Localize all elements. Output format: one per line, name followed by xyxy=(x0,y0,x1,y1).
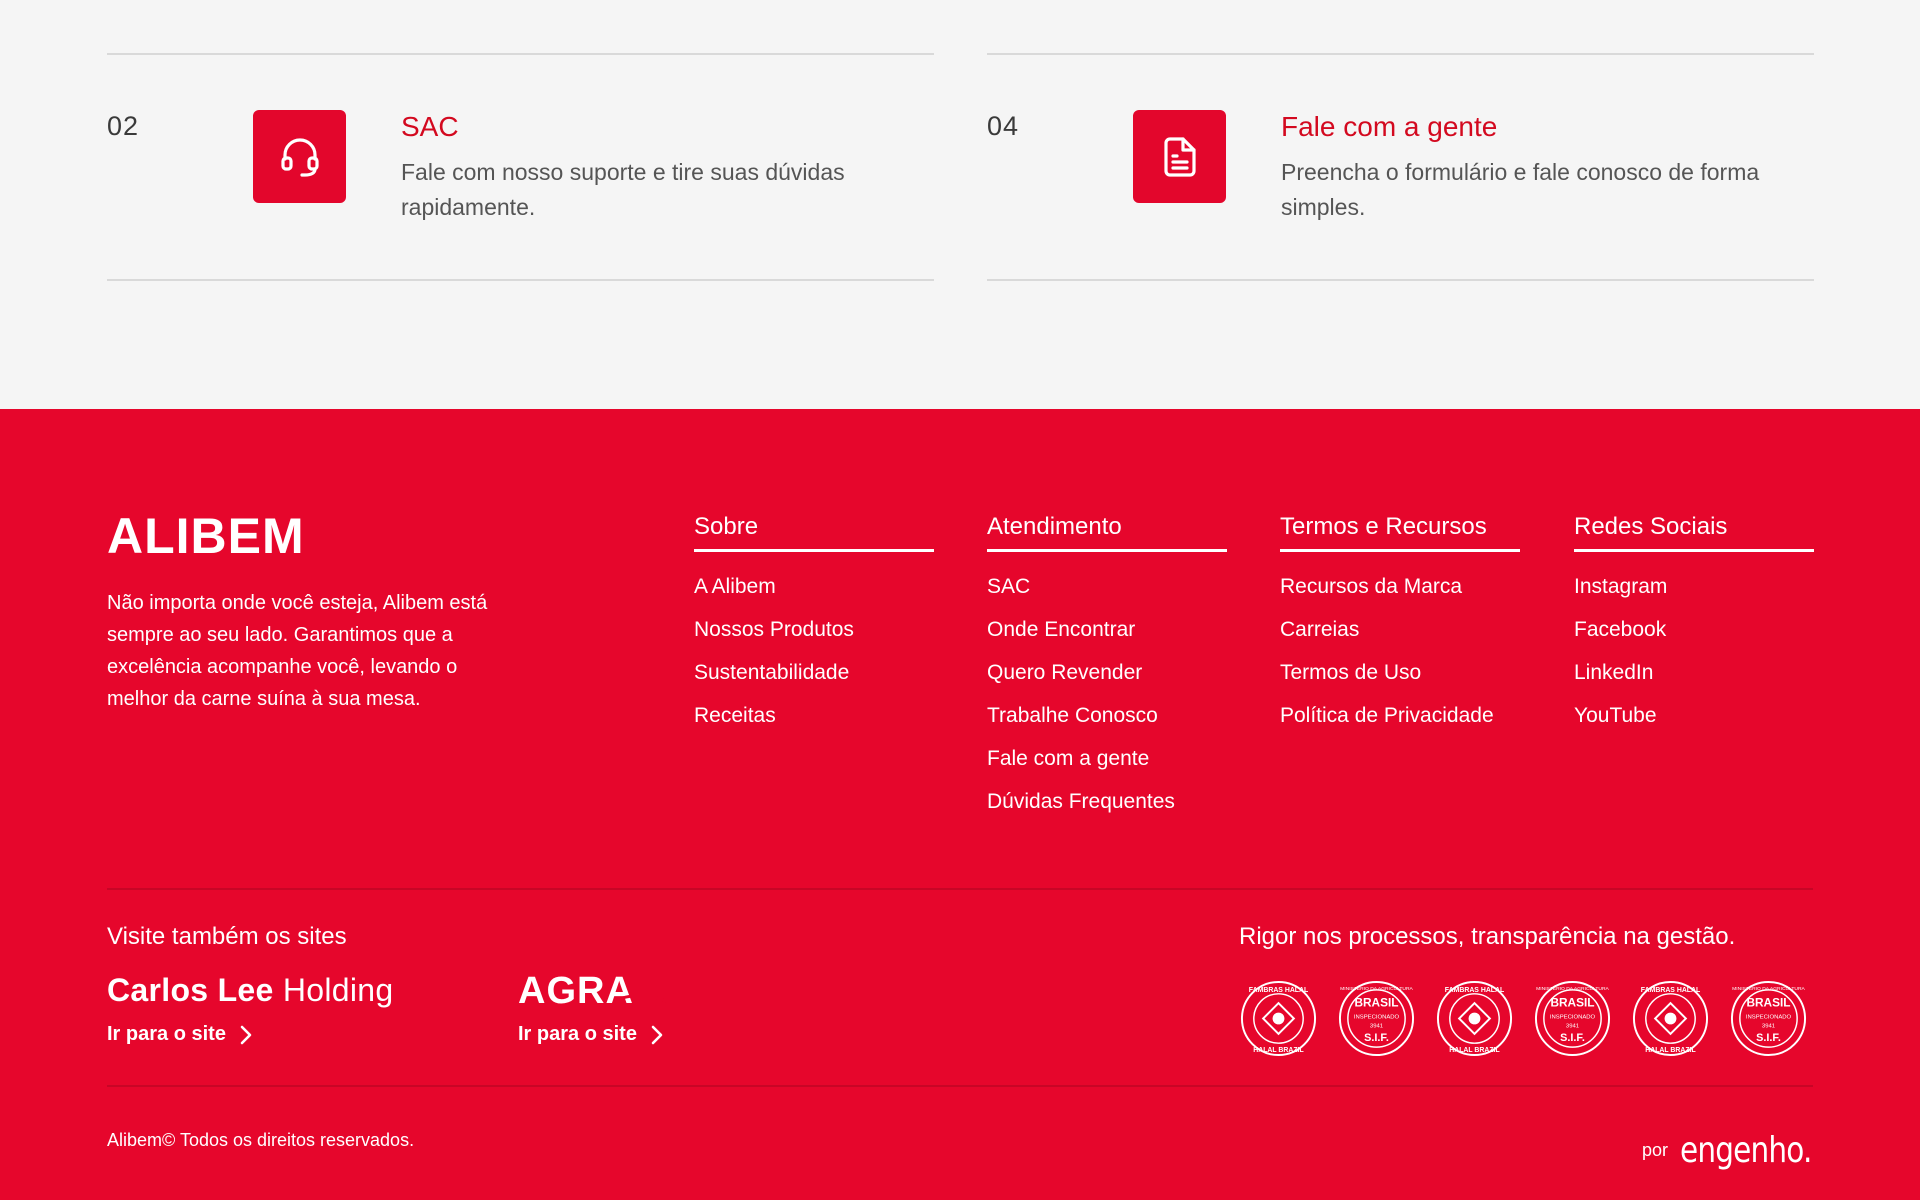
svg-text:INSPECIONADO: INSPECIONADO xyxy=(1353,1014,1400,1021)
footer-column-termos xyxy=(1280,513,1520,746)
svg-text:HALAL BRAZIL: HALAL BRAZIL xyxy=(1253,1047,1304,1055)
footer-link[interactable]: SAC xyxy=(987,575,1031,598)
footer-link[interactable]: Nossos Produtos xyxy=(694,618,854,641)
footer-link[interactable]: Quero Revender xyxy=(987,661,1143,684)
site-agra xyxy=(518,971,678,1046)
footer-link[interactable]: Termos de Uso xyxy=(1280,661,1422,684)
site-carlos-lee xyxy=(107,971,393,1046)
sif-seal-icon xyxy=(1337,979,1416,1058)
rigor-text: Rigor nos processos, transparência na gestão. xyxy=(1239,923,1736,950)
footer-link[interactable]: Onde Encontrar xyxy=(987,618,1136,641)
svg-text:INSPECIONADO: INSPECIONADO xyxy=(1549,1014,1596,1021)
footer-link[interactable]: Trabalhe Conosco xyxy=(987,704,1158,727)
sif-seal-icon xyxy=(1533,979,1612,1058)
footer-link[interactable]: Receitas xyxy=(694,704,776,727)
footer-link[interactable]: Dúvidas Frequentes xyxy=(987,790,1175,813)
svg-text:HALAL BRAZIL: HALAL BRAZIL xyxy=(1645,1047,1696,1055)
svg-text:INSPECIONADO: INSPECIONADO xyxy=(1745,1014,1792,1021)
chevron-right-icon xyxy=(240,1025,252,1045)
footer-link[interactable]: Sustentabilidade xyxy=(694,661,850,684)
footer-divider xyxy=(107,1085,1813,1087)
footer-link-facebook[interactable]: Facebook xyxy=(1574,618,1667,641)
column-heading: Atendimento xyxy=(987,513,1227,552)
card-title[interactable]: Fale com a gente xyxy=(1281,111,1498,142)
contact-card-fale[interactable] xyxy=(987,53,1814,281)
svg-text:AGRA: AGRA xyxy=(518,970,634,1010)
footer-link[interactable]: Recursos da Marca xyxy=(1280,575,1463,598)
card-description: Preencha o formulário e fale conosco de forma simples. xyxy=(1281,159,1760,220)
footer-link[interactable]: Política de Privacidade xyxy=(1280,704,1494,727)
headset-icon xyxy=(253,110,346,203)
column-heading: Termos e Recursos xyxy=(1280,513,1520,552)
svg-text:MINISTÉRIO DA AGRICULTURA: MINISTÉRIO DA AGRICULTURA xyxy=(1340,986,1413,992)
svg-text:MINISTÉRIO DA AGRICULTURA: MINISTÉRIO DA AGRICULTURA xyxy=(1536,986,1609,992)
svg-text:MINISTÉRIO DA AGRICULTURA: MINISTÉRIO DA AGRICULTURA xyxy=(1732,986,1805,992)
svg-text:3941: 3941 xyxy=(1565,1023,1580,1030)
chevron-right-icon xyxy=(651,1025,663,1045)
svg-text:BRASIL: BRASIL xyxy=(1550,995,1595,1010)
svg-text:HALAL BRAZIL: HALAL BRAZIL xyxy=(1449,1047,1500,1055)
footer-tagline: Não importa onde você esteja, Alibem está sempre ao seu lado. Garantimos que a excelência acompanhe você, levando o melhor da carne suína à sua mesa. xyxy=(107,592,488,710)
visit-label: Visite também os sites xyxy=(107,923,347,950)
contact-section xyxy=(0,0,1920,409)
svg-text:BRASIL: BRASIL xyxy=(1354,995,1399,1010)
svg-text:3941: 3941 xyxy=(1761,1023,1776,1030)
footer-link[interactable]: Fale com a gente xyxy=(987,747,1150,770)
document-icon xyxy=(1133,110,1226,203)
carlos-lee-logo: Carlos Lee Holding xyxy=(107,971,394,1008)
svg-text:S.I.F.: S.I.F. xyxy=(1364,1032,1389,1045)
contact-card-sac[interactable] xyxy=(107,53,934,281)
footer-column-redes xyxy=(1574,513,1814,746)
column-heading: Sobre xyxy=(694,513,934,552)
column-heading: Redes Sociais xyxy=(1574,513,1814,552)
footer-divider xyxy=(107,888,1813,890)
svg-text:BRASIL: BRASIL xyxy=(1746,995,1791,1010)
halal-seal-icon xyxy=(1239,979,1318,1058)
card-description: Fale com nosso suporte e tire suas dúvidas rapidamente. xyxy=(401,159,845,220)
site-footer xyxy=(0,409,1920,1200)
footer-link[interactable]: Carreias xyxy=(1280,618,1360,641)
footer-column-sobre xyxy=(694,513,934,746)
sif-seal-icon xyxy=(1729,979,1808,1058)
svg-text:S.I.F.: S.I.F. xyxy=(1756,1032,1781,1045)
credit[interactable] xyxy=(1642,1130,1840,1171)
go-to-site-link[interactable]: Ir para o site xyxy=(518,1023,678,1046)
svg-text:S.I.F.: S.I.F. xyxy=(1560,1032,1585,1045)
engenho-logo: engenho. xyxy=(1680,1130,1812,1171)
alibem-logo[interactable] xyxy=(107,513,347,562)
halal-seal-icon xyxy=(1435,979,1514,1058)
card-number: 02 xyxy=(107,111,140,141)
svg-text:FAMBRAS HALAL: FAMBRAS HALAL xyxy=(1248,986,1309,994)
halal-seal-icon xyxy=(1631,979,1710,1058)
certification-seals xyxy=(1239,979,1808,1058)
svg-text:FAMBRAS HALAL: FAMBRAS HALAL xyxy=(1640,986,1701,994)
go-to-site-link[interactable]: Ir para o site xyxy=(107,1023,393,1046)
agra-logo xyxy=(518,971,678,1009)
footer-link-instagram[interactable]: Instagram xyxy=(1574,575,1668,598)
card-title[interactable]: SAC xyxy=(401,111,459,142)
svg-text:ALIBEM: ALIBEM xyxy=(107,513,305,557)
footer-link-youtube[interactable]: YouTube xyxy=(1574,704,1657,727)
footer-column-atendimento xyxy=(987,513,1227,832)
footer-link[interactable]: A Alibem xyxy=(694,575,776,598)
footer-link-linkedin[interactable]: LinkedIn xyxy=(1574,661,1654,684)
credit-prefix: por xyxy=(1642,1140,1669,1160)
copyright-text: Alibem© Todos os direitos reservados. xyxy=(107,1130,415,1150)
svg-text:FAMBRAS HALAL: FAMBRAS HALAL xyxy=(1444,986,1505,994)
card-number: 04 xyxy=(987,111,1020,141)
svg-text:3941: 3941 xyxy=(1369,1023,1384,1030)
